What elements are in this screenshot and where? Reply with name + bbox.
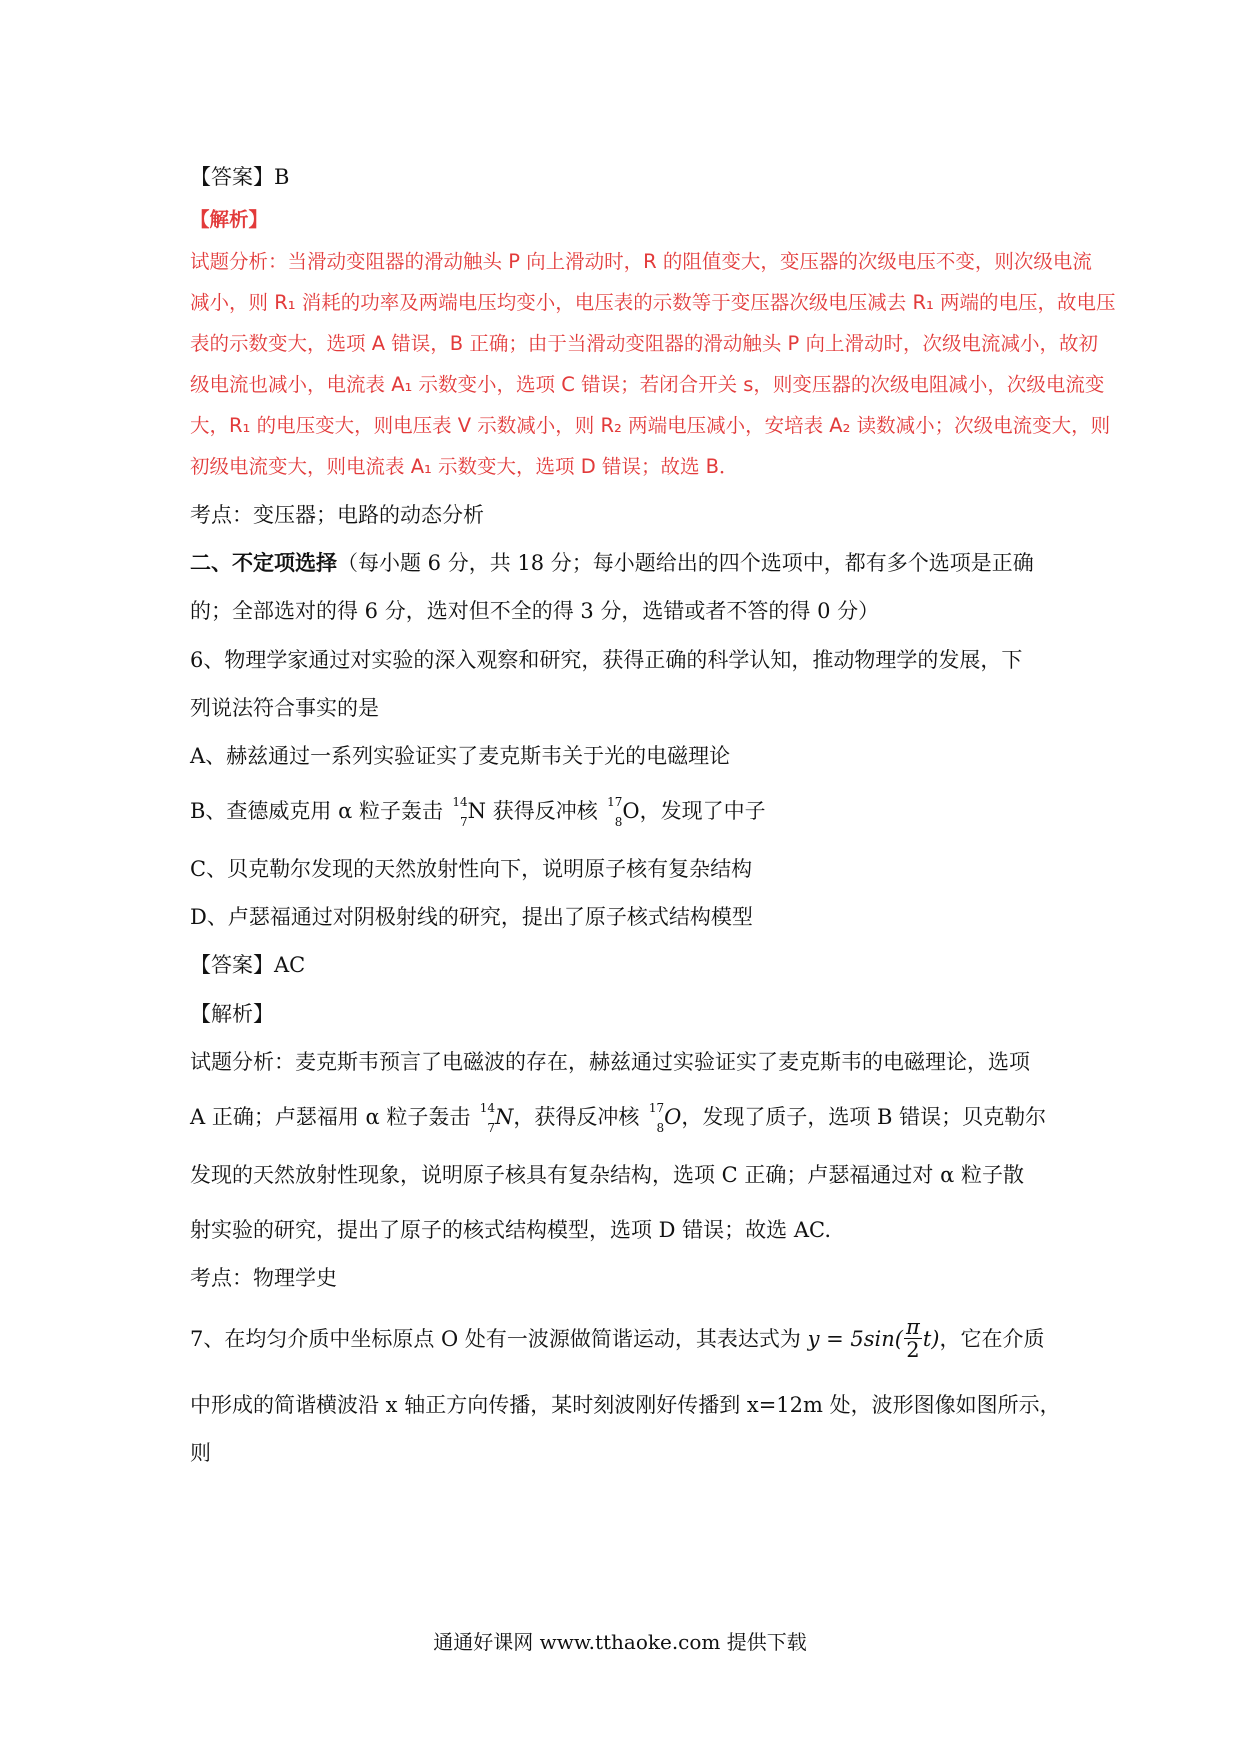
q7-stem-1 <box>190 1315 1070 1363</box>
q7-stem-1-tail: ，它在介质 <box>939 1327 1045 1351</box>
o-symbol-2: O <box>664 1105 682 1129</box>
q6-analysis-line-2-text-3: ，发现了质子，选项 B 错误；贝克勒尔 <box>681 1105 1047 1129</box>
q6-answer: 【答案】AC <box>190 953 306 977</box>
q5-analysis-line-3: 表的示数变大，选项 A 错误，B 正确；由于当滑动变阻器的滑动触头 P 向上滑动时，次级电流减小，故初 <box>190 332 1098 355</box>
o-symbol: O <box>622 799 640 823</box>
q7-formula-rhs: t) <box>922 1327 940 1351</box>
q6-option-a: A、赫兹通过一系列实验证实了麦克斯韦关于光的电磁理论 <box>190 744 731 768</box>
q5-analysis-line-6: 初级电流变大，则电流表 A₁ 示数变大，选项 D 错误；故选 B． <box>190 455 739 478</box>
q6-option-b-text-2: 获得反冲核 <box>486 799 605 823</box>
q5-kaodian: 考点：变压器；电路的动态分析 <box>190 503 484 527</box>
o-atomic-number-2: 8 <box>656 1120 665 1135</box>
q6-kaodian: 考点：物理学史 <box>190 1266 337 1290</box>
q6-analysis-line-4: 射实验的研究，提出了原子的核式结构模型，选项 D 错误；故选 AC. <box>190 1218 832 1242</box>
oxygen-isotope-2 <box>646 1100 665 1135</box>
q6-stem-2: 列说法符合事实的是 <box>190 696 379 720</box>
q7-formula-numerator: π <box>906 1315 920 1339</box>
q7-formula-fraction <box>904 1316 922 1361</box>
q6-option-b <box>190 794 1070 829</box>
section2-desc-1: （每小题 6 分，共 18 分；每小题给出的四个选项中，都有多个选项是正确 <box>337 551 1034 575</box>
n-atomic-number-2: 7 <box>487 1120 496 1135</box>
q5-analysis-line-2: 减小，则 R₁ 消耗的功率及两端电压均变小，电压表的示数等于变压器次级电压减去 R₁ 两端的电压，故电压 <box>190 291 1116 314</box>
o-mass-number: 17 <box>607 794 623 809</box>
q7-formula-lhs: y = 5sin( <box>807 1327 903 1351</box>
q6-stem-1: 6、物理学家通过对实验的深入观察和研究，获得正确的科学认知，推动物理学的发展，下 <box>190 648 1023 672</box>
n-symbol-2: N <box>495 1105 514 1129</box>
q6-option-b-text-1: B、查德威克用 α 粒子轰击 <box>190 799 450 823</box>
q5-analysis-line-4: 级电流也减小，电流表 A₁ 示数变小，选项 C 错误；若闭合开关 s，则变压器的次级电阻减小，次级电流变 <box>190 373 1105 396</box>
n-mass-number: 14 <box>452 794 468 809</box>
q7-stem-1-text: 7、在均匀介质中坐标原点 O 处有一波源做简谐运动，其表达式为 <box>190 1327 808 1351</box>
q6-option-d: D、卢瑟福通过对阴极射线的研究，提出了原子核式结构模型 <box>190 905 753 929</box>
page-footer: 通通好课网 www.tthaoke.com 提供下载 <box>433 1630 807 1654</box>
section2-header <box>190 548 1070 578</box>
o-mass-number-2: 17 <box>648 1100 665 1115</box>
q6-analysis-line-2-text-1: A 正确；卢瑟福用 α 粒子轰击 <box>190 1105 478 1129</box>
n-symbol: N <box>467 799 487 823</box>
q6-analysis-label: 【解析】 <box>190 1002 274 1026</box>
q6-analysis-line-3: 发现的天然放射性现象，说明原子核具有复杂结构，选项 C 正确；卢瑟福通过对 α 粒子散 <box>190 1163 1024 1187</box>
section2-title: 二、不定项选择 <box>190 550 337 575</box>
q6-option-c: C、贝克勒尔发现的天然放射性向下，说明原子核有复杂结构 <box>190 857 753 881</box>
q6-analysis-line-2-text-2: ，获得反冲核 <box>513 1105 647 1129</box>
nitrogen-isotope-2 <box>477 1100 496 1135</box>
q7-stem-2: 中形成的简谐横波沿 x 轴正方向传播，某时刻波刚好传播到 x=12m 处，波形图像如图所示， <box>190 1393 1061 1417</box>
q7-formula-denominator: 2 <box>906 1338 920 1362</box>
nitrogen-isotope <box>450 794 468 829</box>
n-mass-number-2: 14 <box>479 1100 496 1115</box>
q6-analysis-line-2 <box>190 1100 1070 1135</box>
oxygen-isotope <box>604 794 623 829</box>
o-atomic-number: 8 <box>614 814 623 829</box>
q5-analysis-line-5: 大，R₁ 的电压变大，则电压表 V 示数减小，则 R₂ 两端电压减小，安培表 A₂ 读数减小；次级电流变大，则 <box>190 414 1111 437</box>
q5-analysis-line-1: 试题分析：当滑动变阻器的滑动触头 P 向上滑动时，R 的阻值变大，变压器的次级电压不变，则次级电流 <box>190 250 1092 273</box>
q5-answer: 【答案】B <box>190 165 290 189</box>
q6-option-b-text-3: ，发现了中子 <box>639 799 766 823</box>
q5-analysis-label: 【解析】 <box>190 208 269 231</box>
n-atomic-number: 7 <box>460 814 468 829</box>
q7-stem-3: 则 <box>190 1441 211 1465</box>
section2-desc-2: 的；全部选对的得 6 分，选对但不全的得 3 分，选错或者不答的得 0 分） <box>190 599 880 623</box>
q6-analysis-line-1: 试题分析：麦克斯韦预言了电磁波的存在，赫兹通过实验证实了麦克斯韦的电磁理论，选项 <box>190 1050 1030 1074</box>
